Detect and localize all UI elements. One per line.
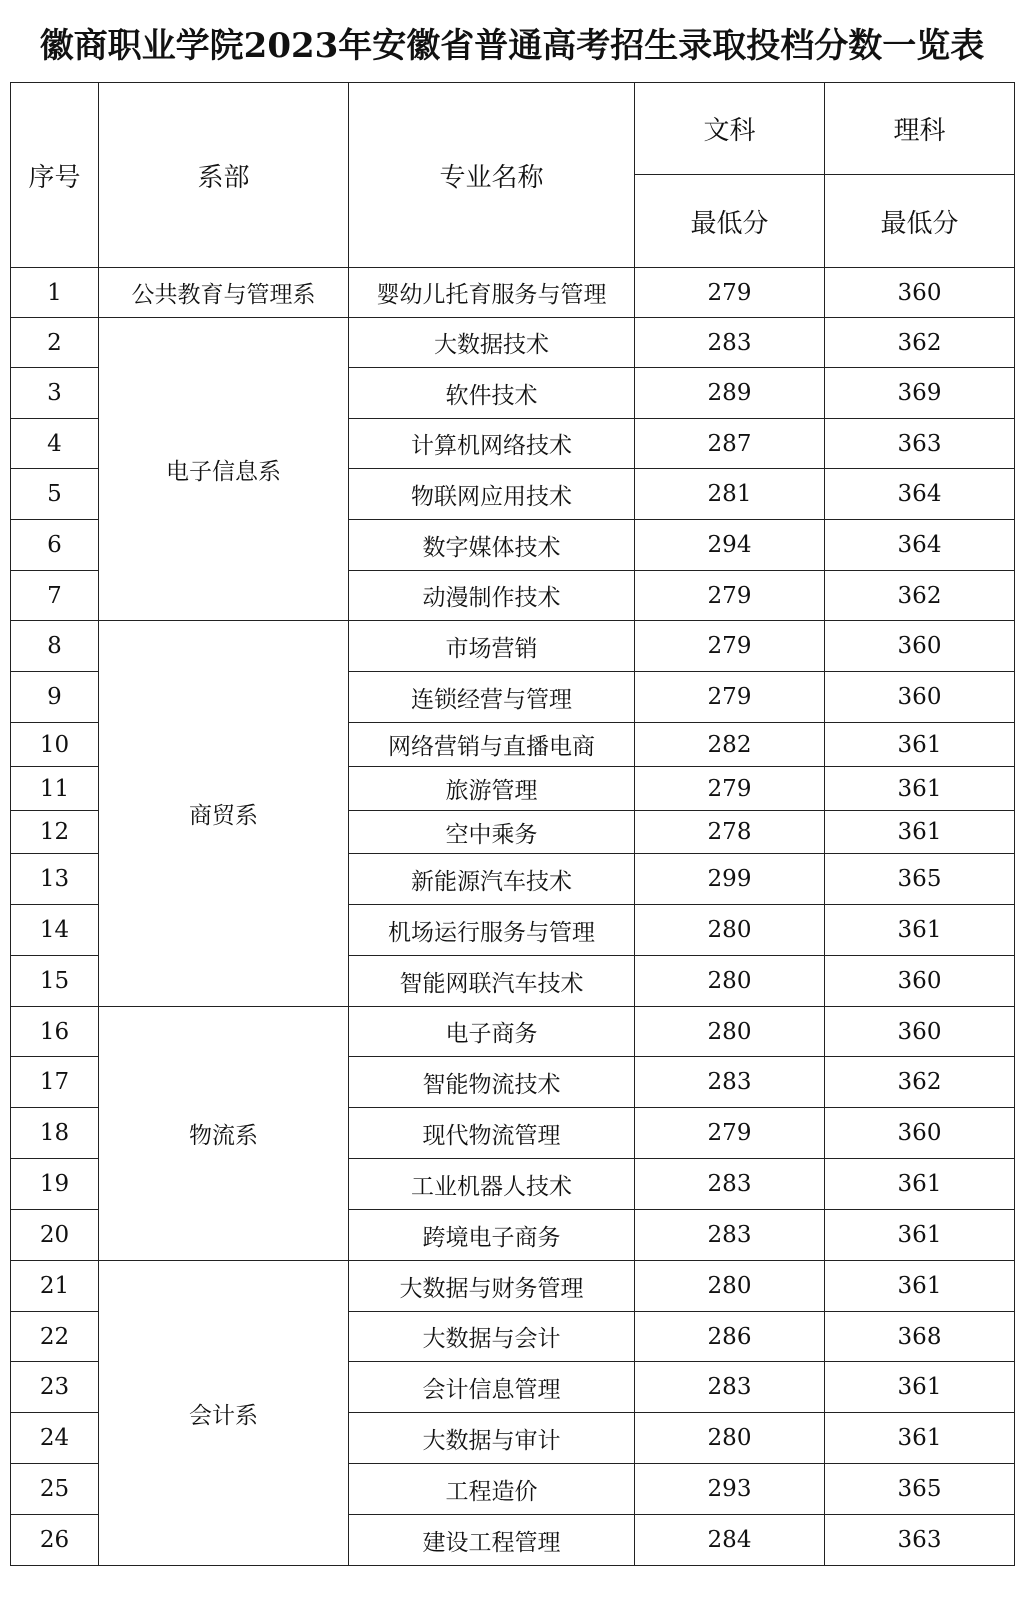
cell-science-score: 361 — [825, 1413, 1015, 1464]
cell-science-score: 362 — [825, 571, 1015, 621]
cell-seq: 21 — [11, 1261, 99, 1312]
cell-dept: 电子信息系 — [99, 318, 349, 621]
cell-science-score: 360 — [825, 268, 1015, 318]
cell-seq: 22 — [11, 1312, 99, 1362]
admission-score-table — [10, 82, 1015, 1566]
cell-seq: 13 — [11, 854, 99, 905]
cell-major: 大数据与财务管理 — [349, 1261, 635, 1312]
cell-science-score: 360 — [825, 1007, 1015, 1057]
cell-arts-score: 294 — [635, 520, 825, 571]
cell-science-score: 360 — [825, 956, 1015, 1007]
cell-seq: 7 — [11, 571, 99, 621]
cell-major: 网络营销与直播电商 — [349, 723, 635, 767]
header-arts-min: 最低分 — [635, 175, 825, 268]
cell-arts-score: 293 — [635, 1464, 825, 1515]
cell-seq: 1 — [11, 268, 99, 318]
cell-science-score: 361 — [825, 1159, 1015, 1210]
cell-seq: 25 — [11, 1464, 99, 1515]
cell-seq: 4 — [11, 419, 99, 469]
cell-major: 软件技术 — [349, 368, 635, 419]
cell-arts-score: 280 — [635, 905, 825, 956]
cell-arts-score: 287 — [635, 419, 825, 469]
cell-arts-score: 279 — [635, 672, 825, 723]
cell-seq: 12 — [11, 811, 99, 854]
cell-seq: 2 — [11, 318, 99, 368]
header-science: 理科 — [825, 83, 1015, 175]
cell-major: 智能物流技术 — [349, 1057, 635, 1108]
cell-major: 电子商务 — [349, 1007, 635, 1057]
cell-major: 市场营销 — [349, 621, 635, 672]
cell-arts-score: 283 — [635, 1159, 825, 1210]
cell-arts-score: 282 — [635, 723, 825, 767]
cell-arts-score: 283 — [635, 1210, 825, 1261]
cell-science-score: 362 — [825, 1057, 1015, 1108]
cell-arts-score: 284 — [635, 1515, 825, 1566]
cell-science-score: 369 — [825, 368, 1015, 419]
cell-major: 婴幼儿托育服务与管理 — [349, 268, 635, 318]
cell-science-score: 365 — [825, 854, 1015, 905]
cell-arts-score: 280 — [635, 956, 825, 1007]
cell-seq: 9 — [11, 672, 99, 723]
cell-arts-score: 299 — [635, 854, 825, 905]
cell-arts-score: 279 — [635, 767, 825, 811]
cell-science-score: 361 — [825, 811, 1015, 854]
header-row — [11, 83, 1015, 175]
cell-science-score: 361 — [825, 723, 1015, 767]
cell-seq: 18 — [11, 1108, 99, 1159]
cell-seq: 10 — [11, 723, 99, 767]
cell-arts-score: 278 — [635, 811, 825, 854]
cell-arts-score: 283 — [635, 318, 825, 368]
cell-seq: 26 — [11, 1515, 99, 1566]
cell-major: 机场运行服务与管理 — [349, 905, 635, 956]
cell-dept: 物流系 — [99, 1007, 349, 1261]
cell-arts-score: 289 — [635, 368, 825, 419]
cell-dept: 会计系 — [99, 1261, 349, 1566]
cell-science-score: 361 — [825, 905, 1015, 956]
cell-seq: 5 — [11, 469, 99, 520]
cell-seq: 15 — [11, 956, 99, 1007]
cell-science-score: 368 — [825, 1312, 1015, 1362]
cell-arts-score: 280 — [635, 1007, 825, 1057]
table-row — [11, 268, 1015, 318]
cell-major: 工业机器人技术 — [349, 1159, 635, 1210]
cell-science-score: 361 — [825, 1362, 1015, 1413]
table-row — [11, 1007, 1015, 1057]
cell-major: 大数据与审计 — [349, 1413, 635, 1464]
cell-seq: 16 — [11, 1007, 99, 1057]
cell-major: 大数据技术 — [349, 318, 635, 368]
cell-arts-score: 279 — [635, 571, 825, 621]
cell-arts-score: 279 — [635, 268, 825, 318]
cell-arts-score: 280 — [635, 1413, 825, 1464]
cell-seq: 17 — [11, 1057, 99, 1108]
cell-dept: 公共教育与管理系 — [99, 268, 349, 318]
cell-major: 连锁经营与管理 — [349, 672, 635, 723]
header-seq: 序号 — [11, 83, 99, 268]
table-row — [11, 318, 1015, 368]
header-science-min: 最低分 — [825, 175, 1015, 268]
header-arts: 文科 — [635, 83, 825, 175]
cell-major: 智能网联汽车技术 — [349, 956, 635, 1007]
cell-major: 数字媒体技术 — [349, 520, 635, 571]
cell-major: 旅游管理 — [349, 767, 635, 811]
cell-seq: 11 — [11, 767, 99, 811]
cell-science-score: 361 — [825, 1210, 1015, 1261]
cell-seq: 14 — [11, 905, 99, 956]
cell-seq: 19 — [11, 1159, 99, 1210]
cell-seq: 23 — [11, 1362, 99, 1413]
cell-science-score: 365 — [825, 1464, 1015, 1515]
cell-arts-score: 286 — [635, 1312, 825, 1362]
cell-arts-score: 279 — [635, 1108, 825, 1159]
table-row — [11, 1261, 1015, 1312]
cell-science-score: 363 — [825, 419, 1015, 469]
cell-arts-score: 283 — [635, 1057, 825, 1108]
cell-major: 物联网应用技术 — [349, 469, 635, 520]
header-dept: 系部 — [99, 83, 349, 268]
cell-science-score: 360 — [825, 1108, 1015, 1159]
cell-arts-score: 279 — [635, 621, 825, 672]
cell-science-score: 362 — [825, 318, 1015, 368]
cell-seq: 3 — [11, 368, 99, 419]
cell-major: 计算机网络技术 — [349, 419, 635, 469]
page-title: 徽商职业学院2023年安徽省普通高考招生录取投档分数一览表 — [39, 26, 985, 66]
cell-dept: 商贸系 — [99, 621, 349, 1007]
cell-seq: 20 — [11, 1210, 99, 1261]
cell-major: 建设工程管理 — [349, 1515, 635, 1566]
cell-seq: 8 — [11, 621, 99, 672]
table-body — [11, 83, 1015, 1566]
cell-major: 跨境电子商务 — [349, 1210, 635, 1261]
cell-science-score: 364 — [825, 469, 1015, 520]
cell-science-score: 363 — [825, 1515, 1015, 1566]
header-major: 专业名称 — [349, 83, 635, 268]
cell-major: 会计信息管理 — [349, 1362, 635, 1413]
cell-major: 大数据与会计 — [349, 1312, 635, 1362]
cell-seq: 6 — [11, 520, 99, 571]
cell-major: 现代物流管理 — [349, 1108, 635, 1159]
cell-science-score: 360 — [825, 672, 1015, 723]
cell-arts-score: 281 — [635, 469, 825, 520]
cell-major: 动漫制作技术 — [349, 571, 635, 621]
cell-major: 新能源汽车技术 — [349, 854, 635, 905]
cell-science-score: 361 — [825, 1261, 1015, 1312]
cell-arts-score: 283 — [635, 1362, 825, 1413]
cell-science-score: 361 — [825, 767, 1015, 811]
cell-science-score: 360 — [825, 621, 1015, 672]
table-row — [11, 621, 1015, 672]
cell-seq: 24 — [11, 1413, 99, 1464]
cell-major: 空中乘务 — [349, 811, 635, 854]
cell-arts-score: 280 — [635, 1261, 825, 1312]
cell-science-score: 364 — [825, 520, 1015, 571]
cell-major: 工程造价 — [349, 1464, 635, 1515]
